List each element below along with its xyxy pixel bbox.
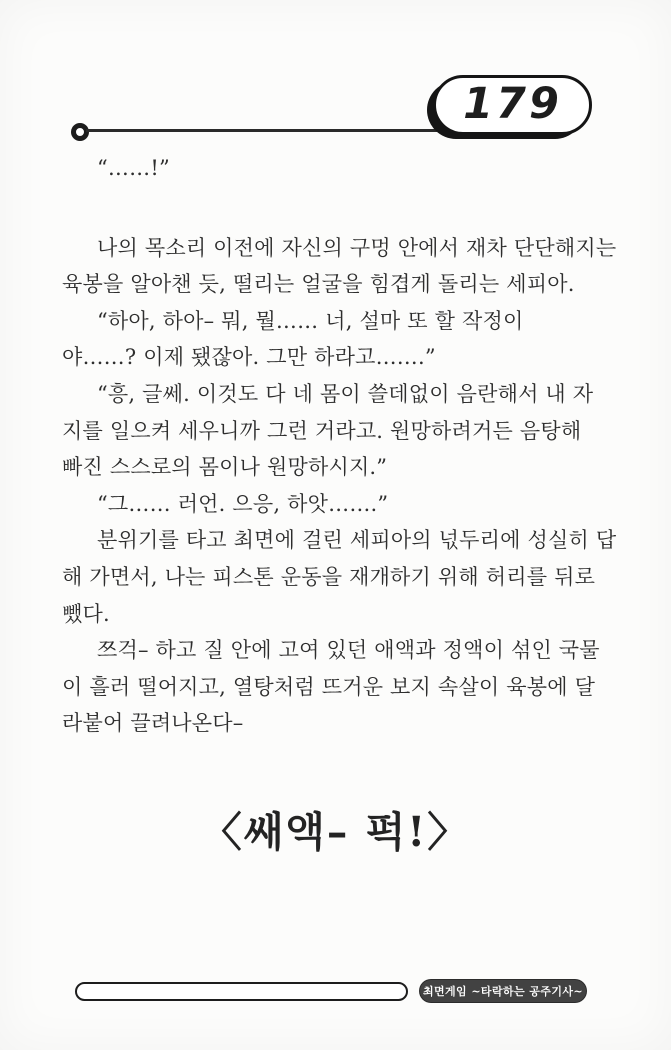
text-line: 야……? 이제 됐잖아. 그만 하라고…….” xyxy=(62,345,436,370)
text-line: 나의 목소리 이전에 자신의 구멍 안에서 재차 단단해지는 xyxy=(97,235,617,260)
text-line: 지를 일으켜 세우니까 그런 거라고. 원망하려거든 음탕해 xyxy=(62,418,582,443)
page-number: 179 xyxy=(463,79,562,129)
text-line: 뺐다. xyxy=(62,601,110,626)
text-line: 쯔걱– 하고 질 안에 고여 있던 애액과 정액이 섞인 국물 xyxy=(97,638,600,663)
text-line: 빠진 스스로의 몸이나 원망하시지.” xyxy=(62,455,388,480)
text-line: “하아, 하아– 뭐, 뭘…… 너, 설마 또 할 작정이 xyxy=(97,308,524,333)
rule-end-ring-icon xyxy=(71,123,89,141)
text-line: 해 가면서, 나는 피스톤 운동을 재개하기 위해 허리를 뒤로 xyxy=(62,564,596,589)
sound-effect-text: 〈쌔액– 퍽!〉 xyxy=(200,808,471,856)
text-line: 육봉을 알아챈 듯, 떨리는 얼굴을 힘겹게 돌리는 세피아. xyxy=(62,272,575,297)
page-number-badge xyxy=(433,75,592,135)
series-title: 최면게임 ~타락하는 공주기사~ xyxy=(422,985,583,998)
header-rule xyxy=(86,129,437,132)
text-line: 라붙어 끌려나온다– xyxy=(62,711,244,736)
text-line: 이 흘러 떨어지고, 열탕처럼 뜨거운 보지 속살이 육봉에 달 xyxy=(62,674,596,699)
body-text xyxy=(62,150,617,742)
footer-rule-pill xyxy=(75,982,408,1001)
text-line: “흥, 글쎄. 이것도 다 네 몸이 쓸데없이 음란해서 내 자 xyxy=(97,381,594,406)
text-line: “……!” xyxy=(97,156,170,180)
text-line: “그…… 러언. 으응, 하앗…….” xyxy=(97,491,389,516)
text-line: 분위기를 타고 최면에 걸린 세피아의 넋두리에 성실히 답 xyxy=(97,528,617,553)
series-title-badge xyxy=(420,980,586,1002)
